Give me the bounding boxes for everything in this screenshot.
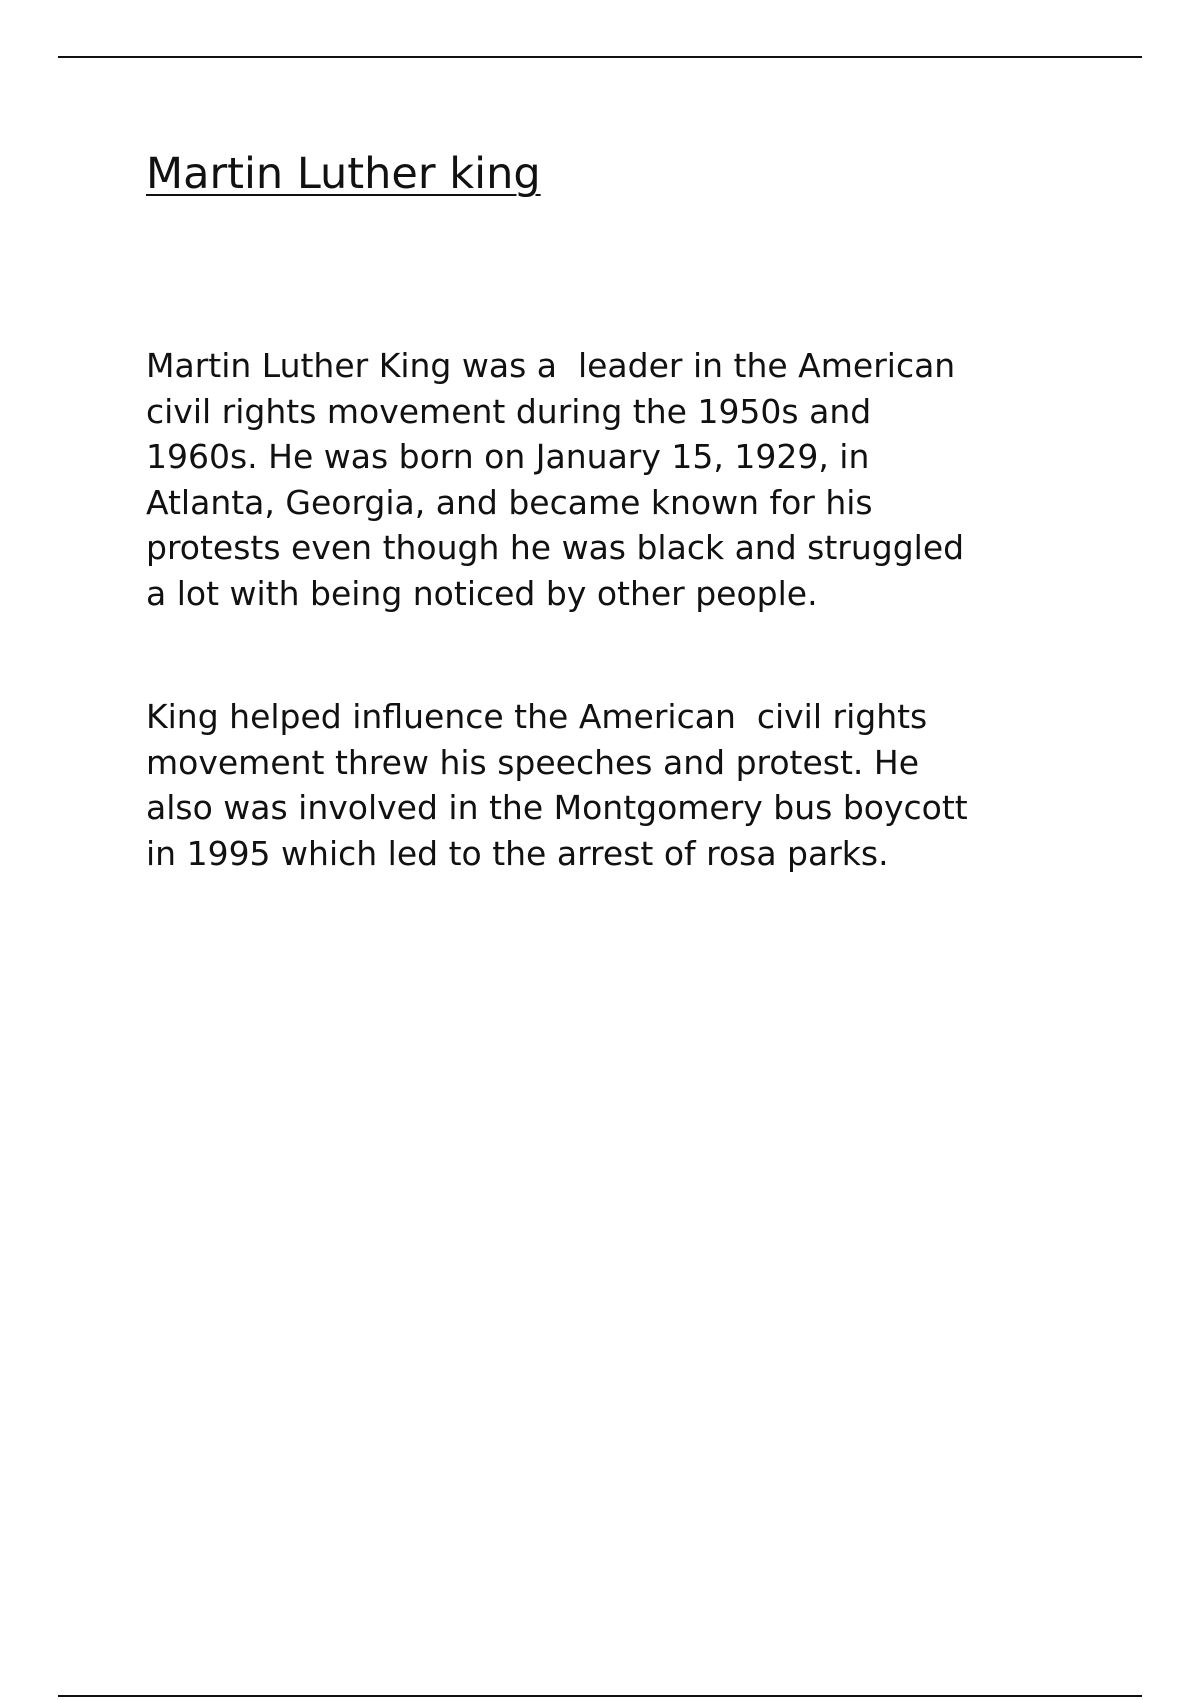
paragraph-biography: Martin Luther King was a leader in the American civil rights movement during the 1950s and 1960s. He was born on January 15, 1929, in Atlanta, Georgia, and became known for his protests even though he was black and struggled a lot with being noticed by other people.: [146, 346, 965, 613]
document-title: Martin Luther king: [146, 149, 541, 199]
paragraph-civil-rights: King helped influence the American civil rights movement threw his speeches and protest. He also was involved in the Montgomery bus boycott in 1995 which led to the arrest of rosa parks.: [146, 697, 968, 873]
footer-divider: [58, 1695, 1142, 1697]
header-divider: [58, 56, 1142, 58]
